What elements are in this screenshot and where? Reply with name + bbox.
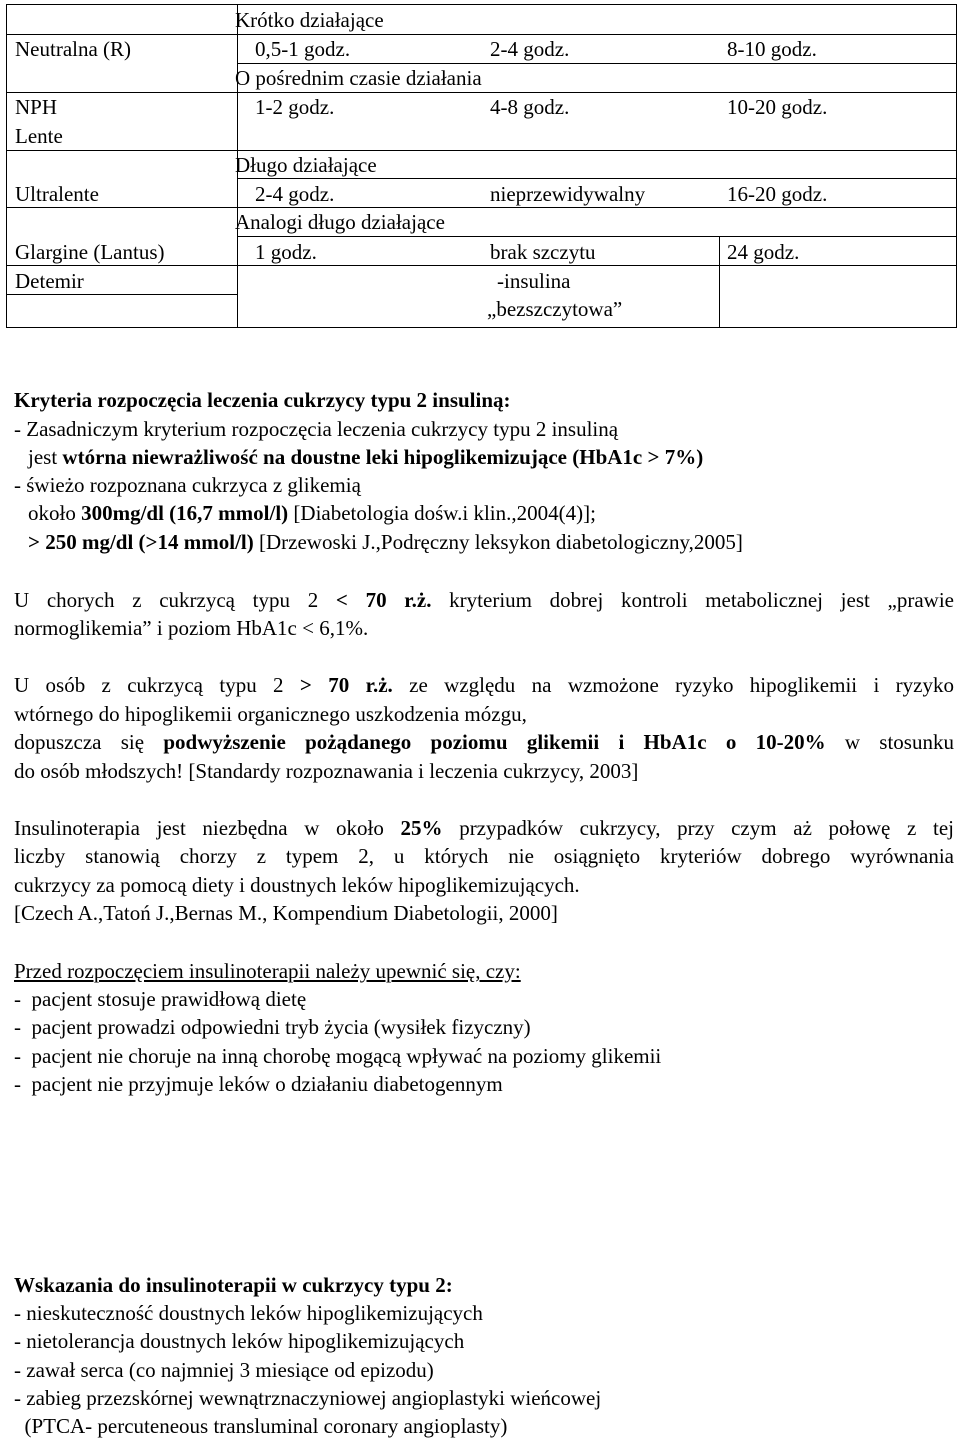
citation: [Czech A.,Tatoń J.,Bernas M., Kompendium Diabetologii, 2000] [14, 901, 558, 925]
paragraph-line: dopuszcza się podwyższenie pożądanego poziomu glikemii i HbA1c o 10-20% w stosunku [14, 730, 954, 754]
onset-value: 1 godz. [255, 240, 317, 264]
criteria-title: Kryteria rozpoczęcia leczenia cukrzycy typu 2 insuliną: [14, 388, 511, 412]
paragraph-line: liczby stanowią chorzy z typem 2, u których nie osiągnięto kryteriów dobrego wyrównania [14, 844, 954, 868]
insulin-name: Ultralente [15, 182, 99, 206]
paragraph-line: do osób młodszych! [Standardy rozpoznawania i leczenia cukrzycy, 2003] [14, 759, 639, 783]
checklist-item: - pacjent prowadzi odpowiedni tryb życia (wysiłek fizyczny) [14, 1015, 531, 1039]
section-header-short-acting: Krótko działające [235, 8, 384, 32]
indication-item: - zabieg przezskórnej wewnątrznaczyniowej angioplastyki wieńcowej [14, 1386, 602, 1410]
section-header-long-acting-analogues: Analogi długo działające [235, 210, 445, 234]
checklist-item: - pacjent nie choruje na inną chorobę mogącą wpływać na poziomy glikemii [14, 1044, 662, 1068]
indication-item: - nietolerancja doustnych leków hipoglikemizujących [14, 1329, 465, 1353]
paragraph-line: Insulinoterapia jest niezbędna w około 25% przypadków cukrzycy, przy czym aż połowę z tej [14, 816, 954, 840]
paragraph-line: U osób z cukrzycą typu 2 > 70 r.ż. ze względu na wzmożone ryzyko hipoglikemii i ryzyko [14, 673, 954, 697]
peak-value: brak szczytu [490, 240, 596, 264]
indication-item: - zawał serca (co najmniej 3 miesiące od epizodu) [14, 1358, 434, 1382]
insulin-name: Detemir [15, 269, 84, 293]
insulin-table [6, 4, 957, 328]
section-header-intermediate: O pośrednim czasie działania [235, 66, 482, 90]
criteria-line: jest wtórna niewrażliwość na doustne leki hipoglikemizujące (HbA1c > 7%) [28, 445, 704, 469]
duration-value: 10-20 godz. [727, 95, 828, 119]
peak-note: -insulina [497, 269, 571, 293]
peak-value: 4-8 godz. [490, 95, 570, 119]
section-header-long-acting: Długo działające [235, 153, 377, 177]
peak-note: „bezszczytowa” [487, 297, 623, 321]
checklist-item: - pacjent nie przyjmuje leków o działaniu diabetogennym [14, 1072, 503, 1096]
checklist-item: - pacjent stosuje prawidłową dietę [14, 987, 307, 1011]
onset-value: 0,5-1 godz. [255, 37, 351, 61]
paragraph-line: U chorych z cukrzycą typu 2 < 70 r.ż. kryterium dobrej kontroli metabolicznej jest „prawie [14, 588, 954, 612]
criteria-line: - Zasadniczym kryterium rozpoczęcia leczenia cukrzycy typu 2 insuliną [14, 417, 619, 441]
criteria-line: > 250 mg/dl (>14 mmol/l) [Drzewoski J.,Podręczny leksykon diabetologiczny,2005] [28, 530, 743, 554]
paragraph-line: cukrzycy za pomocą diety i doustnych leków hipoglikemizujących. [14, 873, 580, 897]
table-rule [7, 150, 956, 151]
duration-value: 24 godz. [727, 240, 800, 264]
onset-value: 2-4 godz. [255, 182, 335, 206]
criteria-line: - świeżo rozpoznana cukrzyca z glikemią [14, 473, 361, 497]
paragraph-line: normoglikemia” i poziom HbA1c < 6,1%. [14, 616, 369, 640]
onset-value: 1-2 godz. [255, 95, 335, 119]
criteria-line: około 300mg/dl (16,7 mmol/l) [Diabetologia dośw.i klin.,2004(4)]; [28, 501, 596, 525]
insulin-name: Glargine (Lantus) [15, 240, 165, 264]
peak-value: nieprzewidywalny [490, 182, 646, 206]
insulin-name: NPH [15, 95, 58, 119]
table-rule [237, 236, 956, 237]
checklist-title: Przed rozpoczęciem insulinoterapii należy upewnić się, czy: [14, 959, 521, 983]
peak-value: 2-4 godz. [490, 37, 570, 61]
indication-item: - nieskuteczność doustnych leków hipoglikemizujących [14, 1301, 483, 1325]
indications-title: Wskazania do insulinoterapii w cukrzycy typu 2: [14, 1273, 453, 1297]
duration-value: 8-10 godz. [727, 37, 817, 61]
insulin-name: Neutralna (R) [15, 37, 132, 61]
indication-item: (PTCA- percuteneous transluminal coronary angioplasty) [14, 1414, 508, 1438]
paragraph-line: wtórnego do hipoglikemii organicznego uszkodzenia mózgu, [14, 702, 527, 726]
insulin-name: Lente [15, 124, 63, 148]
duration-value: 16-20 godz. [727, 182, 828, 206]
table-col-rule [719, 236, 720, 327]
